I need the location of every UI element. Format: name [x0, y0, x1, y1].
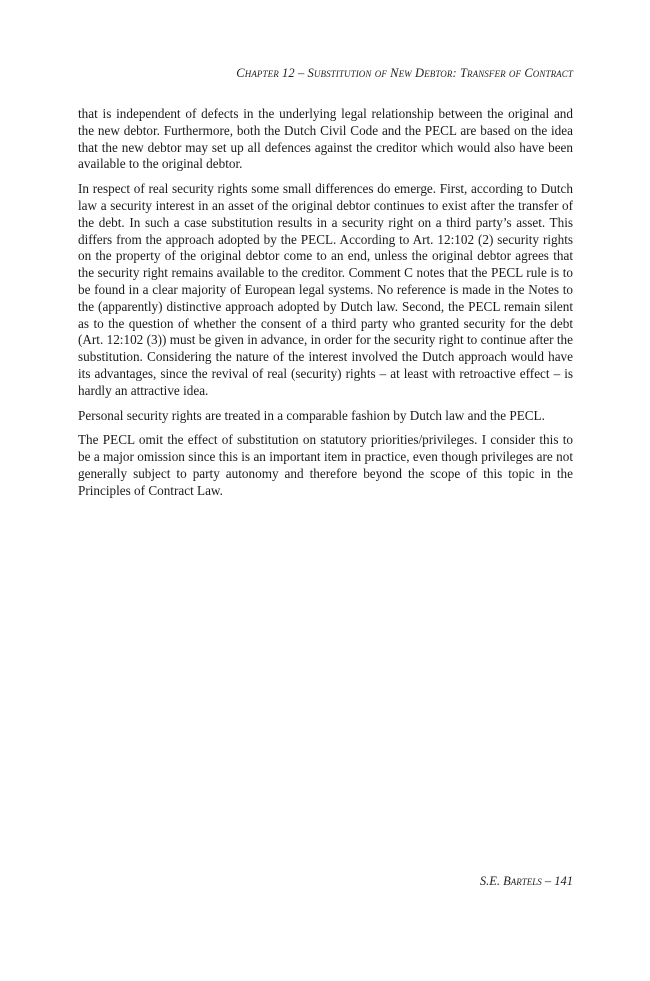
paragraph-1: that is independent of defects in the underlying legal relationship between the original and the new debtor. Furthermore, both the Dutch Civil Code and the PECL are based on the idea that the new debtor may set up all defences against the creditor which would also have been available to the original debtor. [78, 106, 573, 172]
paragraph-4: The PECL omit the effect of substitution on statutory priorities/privileges. I consider this to be a major omission since this is an important item in practice, even though privileges are not generally subject to party autonomy and therefore beyond the scope of this topic in the Principles of Contract Law. [78, 432, 573, 498]
running-footer [78, 874, 573, 889]
running-header: Chapter 12 – Substitution of New Debtor: Transfer of Contract [236, 66, 573, 80]
page-number: 141 [554, 874, 573, 888]
paragraph-3: Personal security rights are treated in a comparable fashion by Dutch law and the PECL. [78, 407, 545, 423]
footer-separator: – [541, 874, 555, 888]
body-text [78, 106, 573, 508]
footer-author: S.E. Bartels [479, 874, 542, 888]
paragraph-2: In respect of real security rights some small differences do emerge. First, according to Dutch law a security interest in an asset of the original debtor continues to exist after the transfer of the debt. In such a case substitution results in a security right on a third party’s asset. This differs from the approach adopted by the PECL. According to Art. 12:102 (2) security rights on the property of the original debtor come to an end, unless the original debtor agrees that the security right remains available to the creditor. Comment C notes that the PECL rule is to be found in a clear majority of European legal systems. No reference is made in the Notes to the (apparently) distinctive approach adopted by Dutch law. Second, the PECL remain silent as to the question of whether the consent of a third party who granted security for the debt (Art. 12:102 (3)) must be given in advance, in order for the security right to continue after the substitution. Considering the nature of the interest involved the Dutch approach would have its advantages, since the revival of real (security) rights – at least with retroactive effect – is hardly an attractive idea. [78, 181, 573, 398]
